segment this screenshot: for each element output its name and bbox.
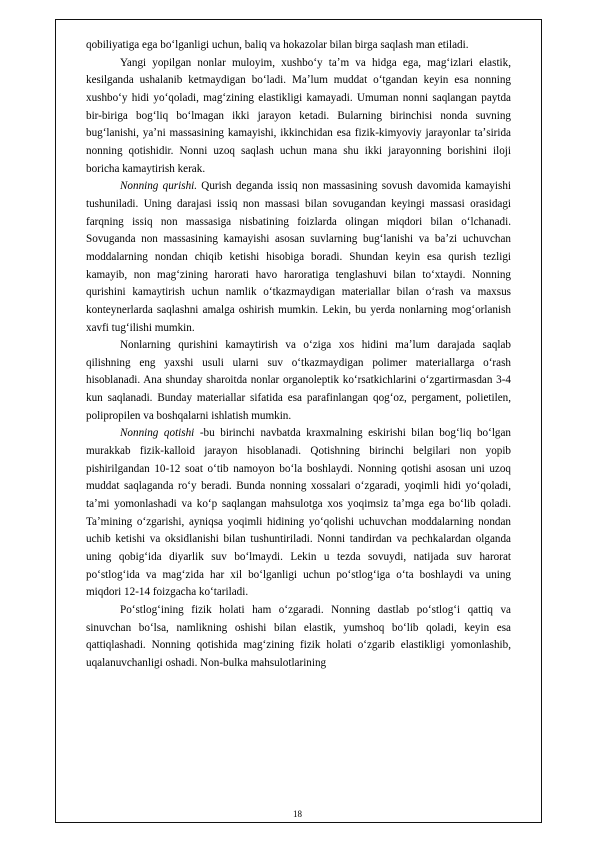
paragraph-3 bbox=[86, 178, 511, 337]
paragraph-3-text: Qurish deganda issiq non massasining sovush davomida kamayishi tushuniladi. Uning darajasi issiq non massasi bilan sovugandan keyingi massasi orasidagi farqning issiq non massasiga nisbatining foizlarda olingan miqdori bilan oʻlchanadi. Sovuganda non massasining kamayishi asosan suvlarning bugʻlanishi va baʼzi uchuvchan moddalarning nondan chiqib ketishi hisobiga boradi. Shundan keyin esa qurish tezligi kamayib, non magʻzining harorati havo haroratiga tenglashuvi bilan toʻxtaydi. Nonning qurishini kamaytirish uchun namlik oʻtkazmaydigan materiallar bilan oʻrash va maxsus konteynerlarda saqlashni amalga oshirish mumkin. Lekin, bu yerda nonlarning mogʻorlanish xavfi tugʻilishi mumkin. bbox=[86, 180, 511, 334]
paragraph-1 bbox=[86, 37, 511, 55]
paragraph-4-text: Nonlarning qurishini kamaytirish va oʻziga xos hidini maʼlum darajada saqlab qilishning eng yaxshi usuli ularni suv oʻtkazmaydigan polimer materiallarga oʻrash hisoblanadi. Ana shunday sharoitda nonlar organoleptik koʻrsatkichlarini oʻzgartirmasdan 3-4 kun saqlanadi. Bunday materiallar sifatida esa parafinlangan qogʻoz, pergament, polietilen, polipropilen va boshqalarni ishlatish mumkin. bbox=[86, 339, 511, 422]
document-body bbox=[86, 37, 511, 673]
page-number: 18 bbox=[293, 809, 302, 819]
paragraph-4 bbox=[86, 337, 511, 425]
paragraph-5-text: -bu birinchi navbatda kraxmalning eskirishi bilan bogʻliq boʻlgan murakkab fizik-kalloid jarayon hisoblanadi. Qotishning birinchi belgilari non yopib pishirilgandan 10-12 soat oʻtib namoyon boʻla boshlaydi. Nonning qotishi asosan uni uzoq muddat saqlaganda roʻy beradi. Bunda nonning xossalari oʻzgaradi, yoqimli hidi yoʻqoladi, taʼmi yomonlashadi va koʻp saqlangan mahsulotga xos yoqimsiz taʼmga ega boʻlib qoladi. Taʼmining oʻzgarishi, ayniqsa yoqimli hidining yoʻqolishi uchuvchan moddalarning nondan uchib ketishi va oksidlanishi bilan tushuntiriladi. Nonni tandirdan va pechkalardan olganda uning qobigʻida diyarlik suv boʻlmaydi. Lekin u tezda sovuydi, natijada suv harorat poʻstlogʻida va magʻzida har xil boʻlganligi uchun poʻstlogʻiga oʻta boshlaydi va uning miqdori 12-14 foizgacha koʻtariladi. bbox=[86, 427, 512, 599]
paragraph-5 bbox=[86, 425, 511, 602]
paragraph-6-text: Poʻstlogʻining fizik holati ham oʻzgaradi. Nonning dastlab poʻstlogʻi qattiq va sinuvchan boʻlsa, namlikning oshishi bilan elastik, yumshoq boʻlib qoladi, keyin esa qattiqlashadi. Nonning qotishida magʻzining fizik holati oʻzgarib elastikligi yomonlashib, uqalanuvchanligi oshadi. Non-bulka mahsulotlarining bbox=[86, 604, 511, 669]
paragraph-5-lead: Nonning qotishi bbox=[120, 427, 195, 440]
paragraph-6 bbox=[86, 602, 511, 673]
paragraph-2-text: Yangi yopilgan nonlar muloyim, xushboʻy taʼm va hidga ega, magʻizlari elastik, kesilganda ushalanib ketmaydigan boʻladi. Maʼlum muddat oʻtgandan keyin esa nonning xushboʻy hidi yoʻqoladi, magʻzining elastikligi kamayadi. Umuman nonni saqlangan paytda bir-biriga bogʻliq boʻlmagan ikki jarayon ketadi. Bularning birinchisi nonda suvning bugʻlanishi, yaʼni massasining kamayishi, ikkinchidan esa fizik-kimyoviy jarayonlar taʼsirida nonning qotishidir. Nonni uzoq saqlash uchun mana shu ikki jarayonning borishini iloji boricha kamaytirish kerak. bbox=[86, 56, 511, 175]
paragraph-3-lead: Nonning qurishi. bbox=[120, 180, 198, 193]
paragraph-1-text: qobiliyatiga ega boʻlganligi uchun, baliq va hokazolar bilan birga saqlash man etiladi. bbox=[86, 39, 469, 51]
paragraph-2 bbox=[86, 55, 511, 179]
